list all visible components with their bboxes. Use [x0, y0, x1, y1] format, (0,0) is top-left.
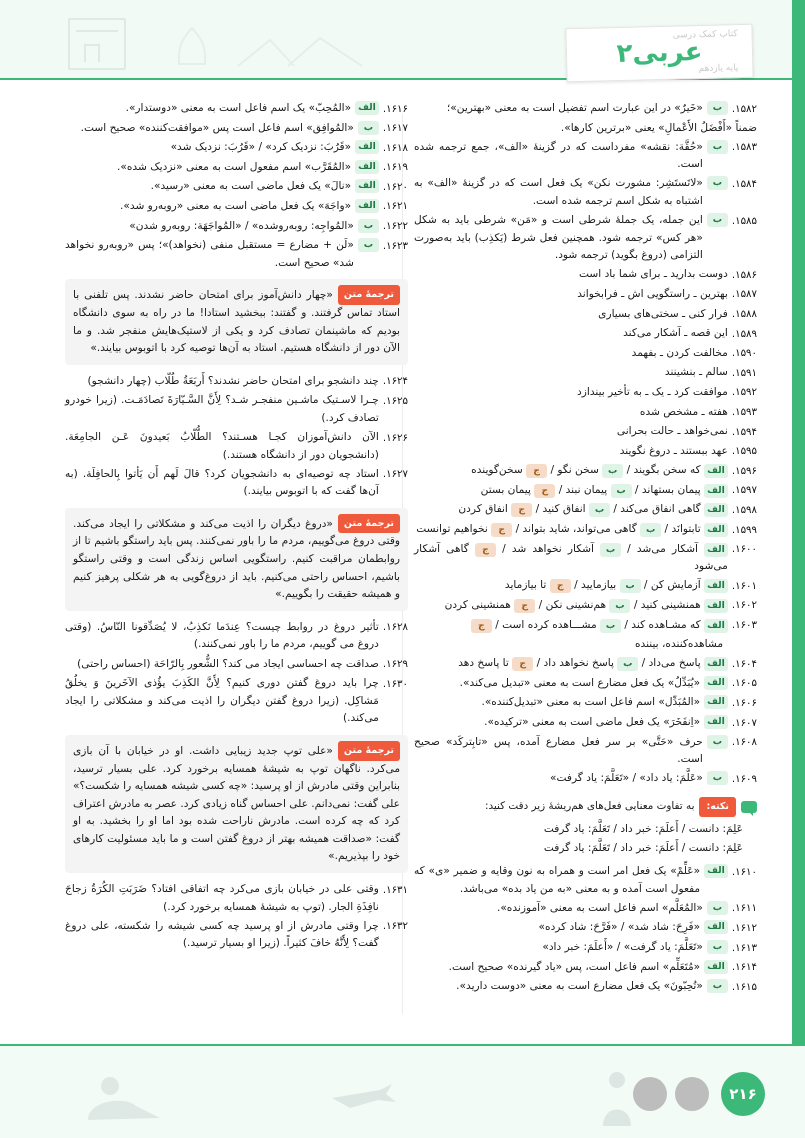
item-text: [414, 617, 728, 635]
item-number: ۱۶۲۲.: [382, 221, 408, 233]
option-badge: ب: [609, 599, 630, 613]
item-number: ۱۵۸۴.: [731, 178, 757, 190]
item-text: حرف «حَتَّی» بر سر فعل مضارع آمده، پس «تابِترکَد» صحیح است.: [414, 735, 703, 766]
item-text: [414, 577, 728, 595]
item-number: ۱۶۰۷.: [731, 717, 757, 729]
option-text: گاهی انفاق می‌کند /: [613, 503, 701, 516]
item-number: ۱۶۱۷.: [382, 123, 408, 135]
answer-row: [414, 423, 757, 441]
option-text: گاهی می‌تواند، شاید بتواند /: [515, 523, 637, 536]
option-text: آزمایش کن /: [643, 579, 701, 592]
answer-row: [414, 306, 757, 324]
item-text: چند دانشجو برای امتحان حاضر نشدند؟ أَربَعَةُ طُلّاب (چهار دانشجو): [87, 374, 379, 387]
speech-bubble-icon: [741, 801, 757, 813]
item-text: تأثیر دروغ در روابط چیست؟ عِندَما نَکذِبُ، لا یُصَدِّقونا النّاسُ. (وقتی دروغ می گوییم، مردم ما را باور نمی‌کنند.): [65, 620, 379, 651]
item-text: [414, 541, 728, 576]
answer-row: [414, 384, 757, 402]
dome-icon: [175, 26, 209, 66]
item-number: ۱۶۱۸.: [382, 142, 408, 154]
item-number: ۱۶۰۵.: [731, 678, 757, 690]
option-badge: ج: [526, 464, 547, 478]
translation-text: «علی توپ جدید زیبایی داشت. او در خیابان با آن بازی می‌کرد. ناگهان توپ به شیشهٔ همسایه برخورد کرد. علی بسیار ترسید، بنابراین وقتی مادرش از او پرسید: «چه کسی شیشه همسایه را شکست؟» علی گفت: نمی‌دانم. علی احساس گناه زیادی کرد. عصر به مادرش اعتراف کرد که چه کرده است. مادرش ناراحت شده بود اما او را بخشید. به او گفت: «صداقت همیشه بهتر از دروغ گفتن است و ما باید مسئولیت کارهای خود را بپذیریم.»: [73, 744, 400, 863]
translation-label: ترجمهٔ متن: [338, 741, 400, 761]
item-text: «خَیرٌ» در این عبارت اسم تفضیل است به معنی «بهترین»؛: [446, 102, 703, 114]
answer-row: [414, 501, 757, 519]
answer-row: [65, 392, 408, 427]
item-text: «المُعَلَّم» اسم فاعل است به معنی «آموزنده».: [496, 901, 703, 914]
answer-row: [65, 881, 408, 916]
translation-label: ترجمهٔ متن: [338, 514, 400, 534]
item-text: مخالفت کردن ـ بفهمد: [631, 346, 728, 359]
item-number: ۱۶۰۹.: [731, 773, 757, 785]
item-text: «فَرِحَ: شاد شد» / «فَرَّحَ: شاد کرده»: [538, 921, 701, 934]
item-text: این جمله، یک جملهٔ شرطی است و «مَن» شرطی باید به شکل «هر کس» ترجمه شود. همچنین فعل شرط (یَکذِب) باید به‌صورت التزامی (دروغ بگوید) ترجمه شود.: [414, 214, 703, 262]
option-badge: ج: [514, 599, 535, 613]
option-badge: الف: [704, 619, 728, 633]
footer-disc-2: [633, 1077, 667, 1111]
item-text: «المُواجِه: روبه‌روشده» / «المُواجَهَة: روبه‌رو شدن»: [129, 219, 354, 232]
answer-row: [414, 404, 757, 422]
answer-row: [414, 577, 757, 595]
item-text: چرا وقتی مادرش از او پرسید چه کسی شیشه را شکسته، علی دروغ گفت؟ لِأَنَّهُ خافَ کثیراً. (زیرا او بسیار ترسید.): [65, 919, 379, 950]
item-number: ۱۵۸۷.: [731, 289, 757, 301]
item-text: سالم ـ بنشینند: [664, 366, 728, 379]
item-text: [414, 501, 728, 519]
option-badge: الف: [704, 464, 728, 478]
item-number: ۱۶۰۸.: [731, 737, 757, 749]
left-column: [65, 100, 408, 954]
answer-row: [65, 139, 408, 157]
item-text: «المُقَرَّب» اسم مفعول است به معنی «نزدیک شده».: [116, 160, 352, 173]
answer-row: [65, 218, 408, 236]
item-number: ۱۶۰۶.: [731, 697, 757, 709]
translation-text: «چهار دانش‌آموز برای امتحان حاضر نشدند. پس تلفنی با استاد تماس گرفتند. و گفتند: ببخشید استادا! ما در راه به سوی دانشگاه بودیم که ماشینمان تصادف کرد و یکی از لاستیک‌هایش منفجر شد. و ما الآن دور از دانشگاه هستیم. استاد به آن‌ها توصیه کرد با اتوبوس بیایند.»: [73, 289, 400, 355]
item-number: ۱۶۱۲.: [731, 922, 757, 934]
item-number: ۱۵۸۶.: [731, 269, 757, 281]
answer-row: [414, 175, 757, 210]
answer-row: [414, 770, 757, 788]
option-badge: ج: [475, 543, 496, 557]
answer-row: [414, 919, 757, 937]
option-badge: ب: [707, 735, 728, 749]
item-text: [414, 462, 728, 480]
answer-row: [414, 939, 757, 957]
option-text: پیمان بستن: [480, 483, 531, 496]
option-text: انفاق کردن: [458, 503, 508, 516]
option-text: انفاق کنید /: [535, 503, 586, 516]
item-text: «المُحِبّ» یک اسم فاعل است به معنی «دوستدار».: [125, 102, 352, 114]
item-number: ۱۵۹۲.: [731, 387, 757, 399]
answer-row: [414, 900, 757, 918]
option-text: تابتوانَد /: [664, 523, 701, 536]
item-text: هفته ـ مشخص شده: [639, 405, 728, 418]
answer-row: [414, 482, 757, 500]
page-number: ۲۱۶: [721, 1072, 765, 1116]
item-number: ۱۶۲۸.: [382, 622, 408, 634]
option-badge: الف: [704, 579, 728, 593]
item-number: ۱۶۱۱.: [731, 903, 757, 915]
item-text: «تُحِبّونَ» یک فعل مضارع است به معنی «دوست دارید».: [456, 980, 703, 993]
answer-row: [414, 655, 757, 673]
note-block: [414, 797, 757, 817]
option-badge: ب: [589, 503, 610, 517]
answer-row: [414, 675, 757, 693]
item-text: [414, 521, 728, 539]
item-text: «لاتَستَشِر: مشورت نکن» یک فعل است که در گزینهٔ «الف» به اشتباه به شکل اسم ترجمه شده است.: [414, 177, 703, 207]
item-text: عهد ببستند ـ دروغ نگویند: [619, 444, 728, 457]
option-badge: الف: [704, 503, 728, 517]
option-text: همنشینی کردن: [444, 598, 511, 611]
translation-label: ترجمهٔ متن: [338, 285, 400, 305]
item-text: «واجَهَ» یک فعل ماضی است به معنی «روبه‌رو شد».: [120, 199, 352, 212]
option-badge: ب: [620, 579, 641, 593]
answer-row: [65, 918, 408, 953]
option-badge: ب: [600, 543, 621, 557]
answer-row: [65, 198, 408, 216]
answers-list-left-tail: [65, 881, 408, 953]
item-number: ۱۶۰۲.: [731, 600, 757, 612]
answer-row: [414, 139, 757, 174]
option-badge: ب: [707, 101, 728, 115]
item-text: «حُقَّة: نقشه» مفرداست که در گزینهٔ «الف»، جمع ترجمه شده است.: [414, 140, 703, 171]
translation-box-2: [65, 508, 408, 611]
person-icon: [597, 1070, 637, 1126]
item-number: ۱۶۱۵.: [731, 981, 757, 993]
option-badge: ب: [707, 901, 728, 915]
item-text: [414, 655, 728, 673]
option-badge: الف: [355, 101, 379, 115]
option-text: هم‌نشینی نکن /: [538, 598, 607, 611]
answers-list-right-top: [414, 100, 757, 461]
option-badge: الف: [704, 657, 728, 671]
answer-row: [65, 237, 408, 272]
option-badge: ب: [358, 121, 379, 135]
item-number: ۱۵۹۰.: [731, 348, 757, 360]
item-text: «عَلَّمَ: یاد داد» / «تَعَلَّمَ: یاد گرفت»: [550, 772, 703, 785]
option-badge: الف: [355, 199, 379, 213]
item-number: ۱۵۹۶.: [731, 465, 757, 477]
answer-row: [414, 212, 757, 265]
answer-row: [65, 656, 408, 674]
option-badge: ب: [602, 464, 623, 478]
note-text: به تفاوت معنایی فعل‌های هم‌ریشهٔ زیر دقت کنید:: [484, 800, 695, 813]
item-text: الآن دانش‌آموزان کجـا هسـتند؟ الطُّلّابُ بَعیدونَ عَـن الجامِعَة. (دانشجویان دور از دانشگاه هستند.): [65, 431, 379, 461]
option-text: تا پاسخ دهد: [458, 657, 509, 670]
option-badge: الف: [704, 695, 728, 709]
item-text: «عَلِّمْ» یک فعل امر است و همراه به نون وقایه و ضمیر «ی» که مفعول است آمده و به معنی «به من یاد بده» می‌باشد.: [414, 865, 701, 895]
item-number: ۱۶۱۰.: [731, 866, 757, 878]
item-text: «المُوافِق» اسم فاعل است پس «موافقت‌کننده» صحیح است.: [80, 121, 354, 134]
option-text: گاهی آشکار می‌شود: [414, 542, 728, 573]
answer-row: [65, 159, 408, 177]
option-badge: ج: [512, 657, 533, 671]
kaaba-icon: [68, 18, 126, 70]
option-text: بیازمایید /: [574, 579, 617, 592]
item-number: ۱۶۰۰.: [731, 544, 757, 556]
answers-list-right-multi: [414, 462, 757, 673]
answers-list-left-top: [65, 100, 408, 272]
note-line-1: عَلِمَ: دانست / أَعلَمَ: خبر داد / تَعَلَّمَ: یاد گرفت: [543, 822, 743, 835]
item-number: ۱۵۸۸.: [731, 309, 757, 321]
option-badge: ب: [611, 484, 632, 498]
item-number: ۱۶۲۴.: [382, 376, 408, 388]
answer-row: [414, 541, 757, 576]
option-badge: الف: [704, 960, 728, 974]
answer-row: [65, 100, 408, 118]
item-number: ۱۵۸۵.: [731, 215, 757, 227]
option-badge: ب: [707, 140, 728, 154]
item-number: ۱۶۲۳.: [382, 240, 408, 252]
option-badge: ج: [471, 619, 492, 633]
answer-row: [65, 466, 408, 501]
option-badge: الف: [704, 484, 728, 498]
translation-box-3: [65, 735, 408, 873]
item-text: فرار کنی ـ سختی‌های بسیاری: [598, 307, 728, 320]
option-badge: ج: [511, 503, 532, 517]
answer-row: [414, 345, 757, 363]
prayer-icon: [80, 1072, 170, 1122]
option-text: پاسخ نخواهد داد /: [536, 657, 614, 670]
option-badge: ب: [707, 771, 728, 785]
item-text: صداقت چه احساسی ایجاد می کند؟ الشُّعور بِالرّاحَة (احساس راحتی): [77, 657, 379, 670]
item-number: ۱۵۸۹.: [731, 328, 757, 340]
answer-row: [414, 617, 757, 635]
item-number: ۱۵۹۷.: [731, 485, 757, 497]
answer-row: [414, 521, 757, 539]
option-text: همنشینی کنید /: [633, 598, 701, 611]
answer-row: [414, 462, 757, 480]
option-text: مشـــاهده کرده است /: [495, 618, 597, 631]
right-column: [414, 100, 757, 998]
answer-row: [414, 100, 757, 118]
item-number: ۱۶۰۴.: [731, 658, 757, 670]
item-number: ۱۶۱۴.: [731, 962, 757, 974]
item-text: چرا باید دروغ گفتن دوری کنیم؟ لِأَنَّ الکَذِبَ یؤُذی الآخَرینَ وَ یخلُقُ مَشاکِل. (زیرا دروغ گفتن دیگران را اذیت می‌کند و مشکلاتی را ایجاد می‌کند.): [65, 677, 379, 725]
answer-row: [65, 619, 408, 654]
item-number: ۱۶۳۲.: [382, 921, 408, 933]
answer-row: [65, 373, 408, 391]
item-text: «مُتَعَلِّم» اسم فاعل است، پس «یاد گیرنده» صحیح است.: [448, 960, 701, 973]
answer-continuation: مشاهده‌کننده، بیننده: [634, 638, 723, 651]
item-number: ۱۵۸۳.: [731, 142, 757, 154]
item-number: ۱۶۱۶.: [382, 103, 408, 115]
option-badge: الف: [704, 523, 728, 537]
item-number: ۱۶۰۱.: [731, 580, 757, 592]
answer-row: [65, 675, 408, 728]
option-badge: ب: [707, 213, 728, 227]
option-text: نخواهیم توانست: [416, 523, 488, 536]
answer-row: [414, 443, 757, 461]
translation-text: «دروغ دیگران را اذیت می‌کند و مشکلاتی را ایجاد می‌کند. وقتی دروغ می‌گوییم، مردم ما را باور نمی‌کنند. پس باید راستگو باشیم تا از روابطمان مراقبت کنیم. راستگویی اساس زندگی است و وقتی راستگو باشیم، احساس راحتی می‌کنیم. باید از دروغ‌گویی به هر شکلی پرهیز کنیم و همیشه حقیقت را بگوییم.»: [73, 517, 400, 601]
answer-row: [65, 120, 408, 138]
option-text: که سخن بگویند /: [626, 464, 701, 477]
answers-list-right-tail: [414, 675, 757, 789]
item-text: «نالَ» یک فعل ماضی است به معنی «رسید».: [150, 180, 352, 193]
answer-continuation: ضمناً «أَفْضَلُ الأَعْمالِ» یعنی «برترین کارها».: [560, 121, 757, 134]
option-badge: ج: [491, 523, 512, 537]
option-badge: الف: [704, 715, 728, 729]
answer-row: [414, 959, 757, 977]
item-text: [414, 597, 728, 615]
answer-row: [65, 429, 408, 464]
page-content: [0, 100, 805, 1045]
answer-row: [414, 694, 757, 712]
answer-row: [414, 978, 757, 996]
option-badge: ب: [707, 979, 728, 993]
item-number: ۱۶۳۰.: [382, 678, 408, 690]
answers-list-left-mid-2: [65, 619, 408, 728]
answer-row: [414, 863, 757, 898]
option-badge: الف: [704, 864, 728, 878]
item-text: این قصه ـ آشکار می‌کند: [623, 327, 728, 340]
badge-sub-top: کتاب کمک درسی: [672, 29, 738, 41]
item-number: ۱۶۲۷.: [382, 469, 408, 481]
option-badge: ب: [707, 940, 728, 954]
translation-box-1: [65, 279, 408, 364]
item-number: ۱۶۳۱.: [382, 884, 408, 896]
note-badge: نکته:: [699, 797, 736, 817]
item-text: بهترین ـ راستگویی اش ـ فرابخواند: [577, 287, 728, 300]
item-number: ۱۵۹۴.: [731, 426, 757, 438]
mountain-icon: [236, 34, 366, 68]
item-number: ۱۶۲۶.: [382, 432, 408, 444]
answer-row: [414, 734, 757, 769]
item-text: چـرا لاسـتیک ماشـین منفجـر شـد؟ لِأَنَّ السَّـیّارَةَ تَصادَمَـت. (زیرا خودرو تصادف کرد.): [65, 394, 379, 424]
answers-list-left-mid-1: [65, 373, 408, 501]
item-text: استاد چه توصیه‌ای به دانشجویان کرد؟ قالَ لَهم أَن یَأتوا بِالحافِلَة. (به آن‌ها گفت که با اتوبوس بیایند.): [65, 467, 379, 498]
option-badge: ب: [358, 219, 379, 233]
item-number: ۱۵۹۵.: [731, 446, 757, 458]
note-line-2: عَلِمَ: دانست / أَعلَمَ: خبر داد / تَعَلَّمَ: یاد گرفت: [543, 842, 743, 855]
item-text: موافقت کرد ـ یک ـ به تأخیر بیندازد: [577, 385, 728, 398]
item-text: «المُبَدِّل» اسم فاعل است به معنی «تبدیل‌کننده».: [481, 696, 701, 709]
option-text: تا بیازماید: [504, 579, 547, 592]
badge-sub-bottom: پایه یازدهم: [698, 63, 739, 75]
answer-row: [414, 714, 757, 732]
option-text: سخن‌گوینده: [471, 464, 523, 477]
option-badge: ب: [617, 657, 638, 671]
answer-row: [414, 364, 757, 382]
item-number: ۱۶۲۵.: [382, 395, 408, 407]
option-badge: الف: [704, 920, 728, 934]
option-badge: الف: [704, 599, 728, 613]
item-text: نمی‌خواهد ـ حالت بحرانی: [616, 425, 728, 438]
option-badge: الف: [355, 140, 379, 154]
airplane-icon: [330, 1080, 400, 1110]
item-number: ۱۶۱۹.: [382, 162, 408, 174]
option-badge: ب: [600, 619, 621, 633]
option-badge: الف: [704, 543, 728, 557]
option-badge: ج: [550, 579, 571, 593]
option-badge: ب: [707, 176, 728, 190]
answer-row: [414, 597, 757, 615]
option-badge: الف: [704, 676, 728, 690]
answer-row: [414, 286, 757, 304]
option-text: پاسخ می‌داد /: [641, 657, 701, 670]
item-text: وقتی علی در خیابان بازی می‌کرد چه اتفاقی افتاد؟ ضَرَبَتِ الکُرَةُ زجاجَ نافِذَةِ الجار. (توپ به شیشهٔ همسایه برخورد کرد.): [65, 883, 379, 913]
item-number: ۱۶۰۳.: [731, 620, 757, 632]
item-text: دوست بدارید ـ برای شما باد است: [578, 268, 728, 281]
option-badge: الف: [355, 160, 379, 174]
footer-disc-1: [675, 1077, 709, 1111]
item-text: «قَرُبَ: نزدیک کرد» / «قَرُبَ: نزدیک شد»: [170, 141, 352, 154]
item-number: ۱۶۲۰.: [382, 181, 408, 193]
option-badge: ب: [640, 523, 661, 537]
item-text: «تَعَلَّمَ: یاد گرفت» / «أَعلَمَ: خبر داد»: [542, 941, 703, 954]
item-number: ۱۶۱۳.: [731, 942, 757, 954]
option-text: آشکار می‌شد /: [627, 542, 698, 555]
item-text: [414, 482, 728, 500]
item-number: ۱۵۹۳.: [731, 407, 757, 418]
option-text: پیمان بستهاند /: [634, 483, 701, 496]
option-text: آشکار نخواهد شد /: [502, 542, 594, 555]
item-number: ۱۵۹۱.: [731, 367, 757, 379]
item-text: «یُبَدِّلُ» یک فعل مضارع است به معنی «تبدیل می‌کند».: [459, 676, 701, 689]
item-number: ۱۵۹۸.: [731, 504, 757, 516]
answers-list-right-after-note: [414, 863, 757, 996]
option-text: پیمان نبند /: [558, 483, 608, 496]
item-text: «لَن + مضارع = مستقبل منفی (نخواهد)»؛ پس «روبه‌رو نخواهد شد» صحیح است.: [65, 239, 354, 269]
answer-row: [414, 266, 757, 284]
option-badge: الف: [355, 179, 379, 193]
answer-row: [414, 325, 757, 343]
item-text: «اِنفَخَرَ» یک فعل ماضی است به معنی «ترکیده».: [484, 716, 701, 728]
item-number: ۱۵۹۹.: [731, 524, 757, 536]
book-title: عربی۲: [616, 36, 703, 70]
item-number: ۱۶۲۱.: [382, 201, 408, 213]
option-text: سخن نگو /: [550, 464, 599, 477]
answer-row: [65, 178, 408, 196]
option-badge: ج: [534, 484, 555, 498]
item-number: ۱۵۸۲.: [731, 103, 757, 115]
option-text: که مشـاهده کند /: [624, 618, 701, 631]
item-number: ۱۶۲۹.: [382, 659, 408, 671]
book-title-badge: [565, 24, 753, 83]
option-badge: ب: [358, 238, 379, 252]
